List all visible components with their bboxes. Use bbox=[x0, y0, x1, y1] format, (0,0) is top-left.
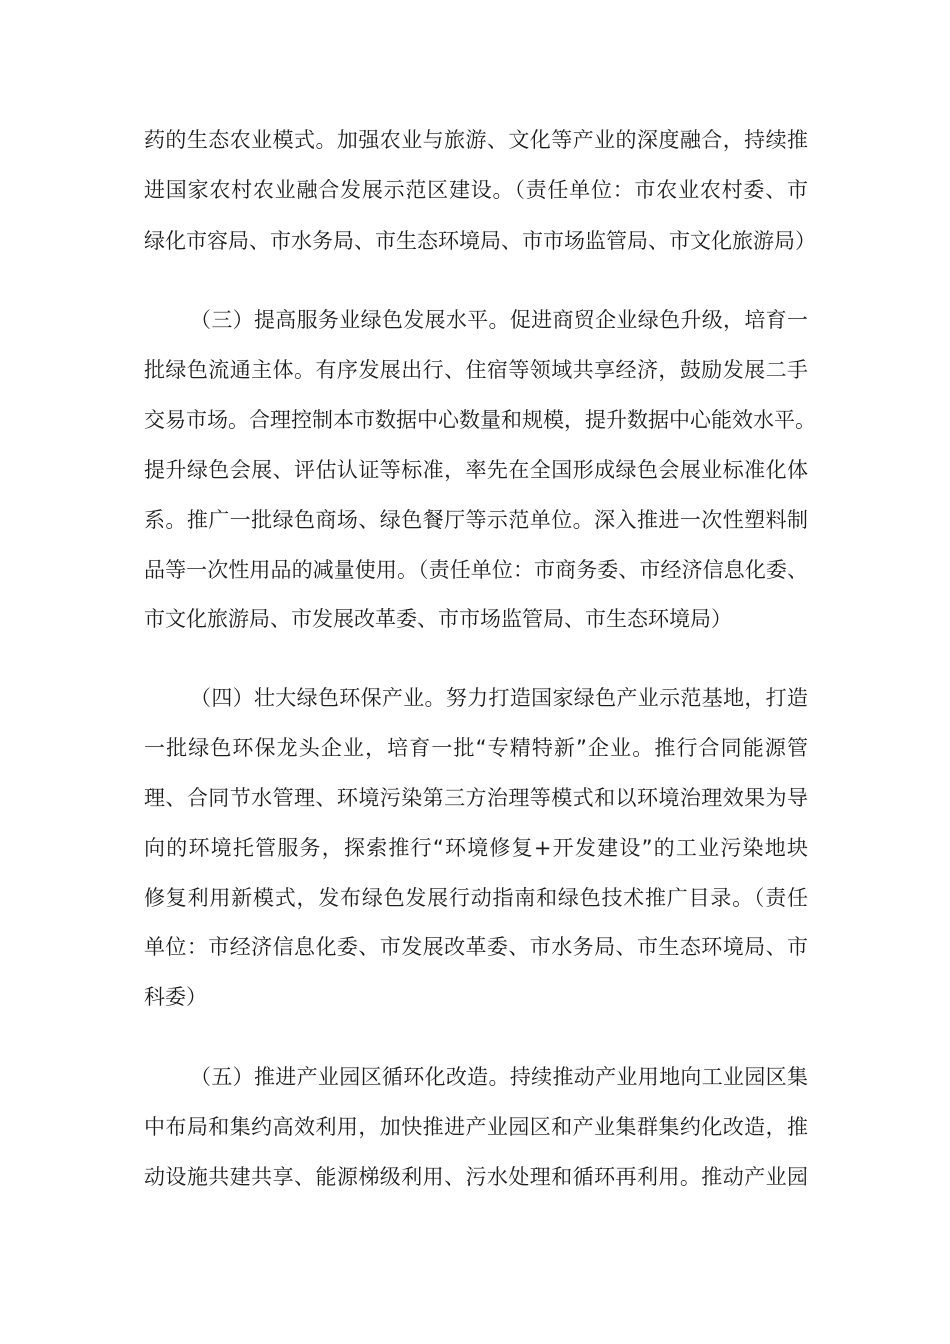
paragraph-line: 一批绿色环保龙头企业，培育一批“专精特新”企业。推行合同能源管 bbox=[144, 736, 808, 760]
paragraph-line: 单位：市经济信息化委、市发展改革委、市水务局、市生态环境局、市 bbox=[144, 935, 808, 959]
paragraph-line: 科委） bbox=[144, 985, 207, 1009]
paragraph-line: 交易市场。合理控制本市数据中心数量和规模，提升数据中心能效水平。 bbox=[144, 408, 816, 432]
paragraph-line: 向的环境托管服务，探索推行“环境修复+开发建设”的工业污染地块 bbox=[144, 836, 808, 860]
paragraph-line: 进国家农村农业融合发展示范区建设。（责任单位：市农业农村委、市 bbox=[144, 178, 808, 202]
paragraph-line: 药的生态农业模式。加强农业与旅游、文化等产业的深度融合，持续推 bbox=[144, 128, 808, 152]
paragraph-line: 绿化市容局、市水务局、市生态环境局、市市场监管局、市文化旅游局） bbox=[144, 229, 816, 253]
paragraph-line: 品等一次性用品的减量使用。（责任单位：市商务委、市经济信息化委、 bbox=[144, 558, 808, 582]
paragraph-heading-line: （五）推进产业园区循环化改造。持续推动产业用地向工业园区集 bbox=[190, 1065, 808, 1089]
paragraph-line: 中布局和集约高效利用，加快推进产业园区和产业集群集约化改造，推 bbox=[144, 1115, 808, 1139]
paragraph-line: 理、合同节水管理、环境污染第三方治理等模式和以环境治理效果为导 bbox=[144, 786, 808, 810]
paragraph-line: 批绿色流通主体。有序发展出行、住宿等领域共享经济，鼓励发展二手 bbox=[144, 358, 808, 382]
paragraph-line: 系。推广一批绿色商场、绿色餐厅等示范单位。深入推进一次性塑料制 bbox=[144, 508, 808, 532]
paragraph-heading-line: （三）提高服务业绿色发展水平。促进商贸企业绿色升级，培育一 bbox=[190, 308, 808, 332]
paragraph-line: 修复利用新模式，发布绿色发展行动指南和绿色技术推广目录。（责任 bbox=[144, 886, 808, 910]
paragraph-line: 市文化旅游局、市发展改革委、市市场监管局、市生态环境局） bbox=[144, 607, 732, 631]
paragraph-line: 动设施共建共享、能源梯级利用、污水处理和循环再利用。推动产业园 bbox=[144, 1165, 808, 1189]
paragraph-line: 提升绿色会展、评估认证等标准，率先在全国形成绿色会展业标准化体 bbox=[144, 458, 808, 482]
paragraph-heading-line: （四）壮大绿色环保产业。努力打造国家绿色产业示范基地，打造 bbox=[190, 686, 808, 710]
